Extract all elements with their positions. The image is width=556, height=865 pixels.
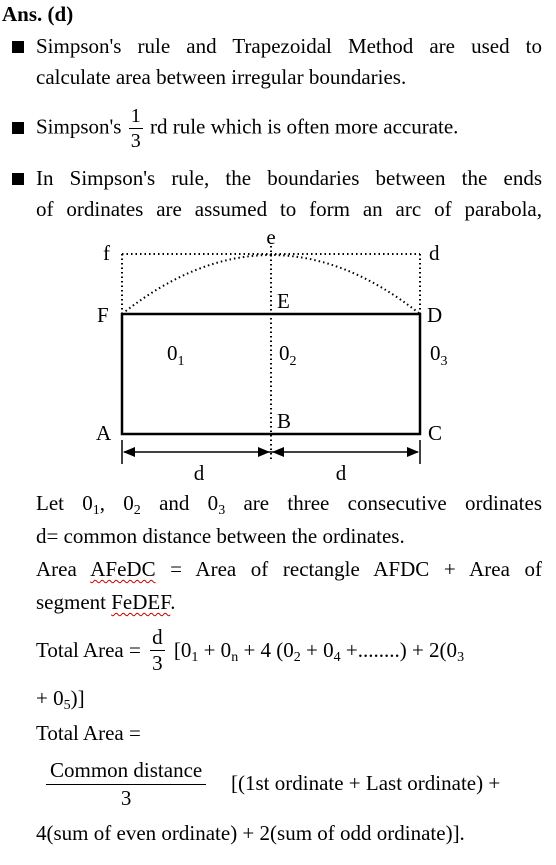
d-over-3-fraction — [150, 627, 165, 674]
simpsons-rule-diagram — [0, 228, 556, 490]
label-E: E — [277, 289, 290, 313]
bullet-1-text — [36, 34, 542, 90]
bullet-marker — [12, 122, 24, 134]
bullet-2-text — [36, 106, 458, 151]
let-ordinates-line: Let $0_1$, $0_2$ and $0_3$ are three consecutive ordinates — [36, 491, 543, 518]
label-e: e — [266, 228, 276, 249]
fraction-numerator: Common distance — [46, 760, 206, 785]
one-third-fraction — [129, 106, 143, 151]
common-distance-line: d= common distance between the ordinates. — [36, 524, 405, 548]
total-area-expression-continued: + $0_5$)] — [36, 686, 85, 713]
bullet-2-prefix: Simpson's — [36, 114, 122, 139]
underlined-fedef: FeDEF — [111, 590, 171, 614]
dimension-label-left: d — [193, 461, 205, 485]
bullet-3-text — [36, 166, 542, 222]
total-area-label-2: Total Area = — [36, 721, 141, 745]
bullet-2-suffix: rd rule which is often more accurate. — [149, 114, 459, 139]
arrow-right-inner — [272, 447, 284, 457]
label-B: B — [277, 409, 292, 433]
arrow-left-outer — [123, 447, 135, 457]
bullet-3-line-2: of ordinates are assumed to form an arc of parabola, — [36, 197, 542, 221]
label-A: A — [96, 421, 112, 445]
ordinate-o3: $0_3$ — [430, 341, 448, 369]
label-D: D — [427, 303, 443, 327]
bullet-1-line-1: Simpson's rule and Trapezoidal Method are used to — [36, 34, 542, 58]
total-area-expression: [$0_1 + 0_n + 4$ ($0_2 + 0_4$ +........) + $2(0_3$ — [173, 638, 465, 665]
bullet-marker — [12, 41, 24, 53]
label-C: C — [428, 421, 443, 445]
fraction-numerator: 1 — [130, 105, 141, 127]
total-area-formula-1 — [36, 627, 556, 674]
dimension-label-right: d — [335, 461, 347, 485]
ordinate-o2: $0_2$ — [279, 341, 297, 369]
fraction-numerator: d — [152, 625, 163, 649]
arrow-left-inner — [258, 447, 270, 457]
area-line-1: Area AFeDC = Area of rectangle AFDC + Area of — [36, 557, 542, 581]
area-line-2: segment FeDEF. — [36, 590, 176, 614]
bullet-1-line-2: calculate area between irregular boundaries. — [36, 65, 407, 89]
ordinate-o1: $0_1$ — [167, 341, 185, 369]
underlined-afedc: AFeDC — [90, 557, 156, 581]
fraction-denominator: 3 — [152, 651, 163, 675]
total-area-label: Total Area = — [36, 638, 141, 662]
answer-label: Ans. (d) — [2, 2, 74, 26]
bullet-marker — [12, 173, 24, 185]
fraction-denominator: 3 — [130, 130, 141, 152]
common-distance-fraction — [46, 760, 206, 809]
bullet-3-line-1: In Simpson's rule, the boundaries between the ends — [36, 166, 542, 190]
label-d-top: d — [429, 241, 440, 265]
label-f: f — [103, 241, 110, 265]
fraction-denominator: 3 — [120, 786, 132, 810]
label-F: F — [97, 303, 109, 327]
formula-line-2: 4(sum of even ordinate) + 2(sum of odd ordinate)]. — [36, 821, 465, 845]
formula-line-1: [(1st ordinate + Last ordinate) + — [231, 771, 501, 795]
arrow-right-outer — [407, 447, 419, 457]
